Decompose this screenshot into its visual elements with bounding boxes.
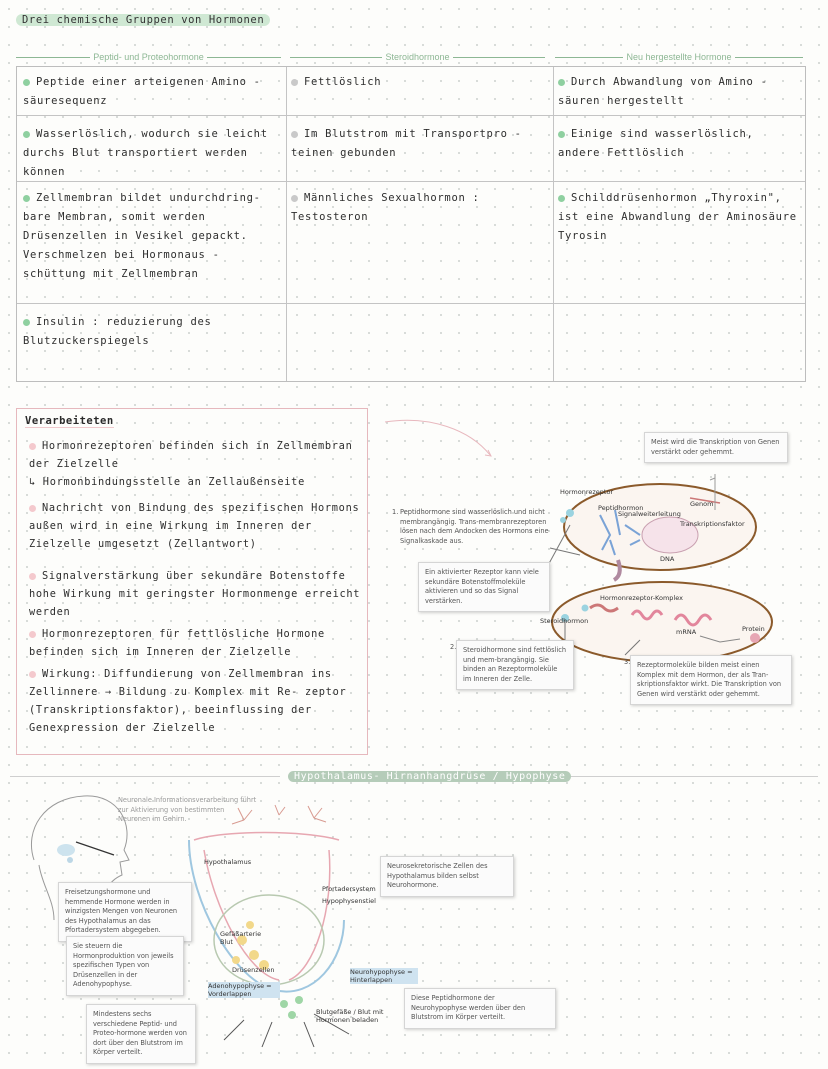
table-cell: Wasserlöslich, wodurch sie leicht durchs Blut transportiert werden können [23, 128, 268, 178]
table-cell: Zellmembran bildet undurchdring- bare Membran, somit werden Drüsenzellen in Vesikel gepackt. Verschmelzen bei Hormonaus - schüttung mit Zellmembran [23, 192, 261, 280]
diagram-label: Hormonrezeptor-Komplex [600, 594, 683, 602]
note-amplification: Ein aktivierter Rezeptor kann viele sekundäre Botenstoffmoleküle aktivieren und so das Signal verstärken. [418, 562, 550, 612]
diagram-label: mRNA [676, 628, 697, 636]
diagram-label: Peptidhormon [598, 504, 644, 512]
table-cell: Peptide einer arteigenen Amino - säuresequenz [23, 76, 261, 107]
note-steroid: Steroidhormone sind fettlöslich und mem-brangängig. Sie binden an Rezeptormoleküle im Inneren der Zelle. [456, 640, 574, 690]
table-cell: Einige sind wasserlöslich, andere Fettlöslich [558, 128, 754, 159]
verarbeiteten-heading: Verarbeiteten [25, 415, 114, 427]
hormone-table [16, 66, 806, 382]
hypo-label: Gefäßarterie Blut [220, 930, 262, 946]
list-item: ↳ Hormonbindungsstelle an Zellaußenseite [29, 476, 305, 488]
list-item: Signalverstärkung über sekundäre Botenstoffe hohe Wirkung mit geringster Hormonmenge erreicht werden [29, 570, 361, 618]
note-mindestens: Mindestens sechs verschiedene Peptid- und Proteo-hormone werden von dort über den Blutstrom im Körper verteilt. [86, 1004, 196, 1064]
table-cell: Im Blutstrom mit Transportpro - teinen gebunden [291, 128, 522, 159]
note-number: 1. [392, 508, 399, 516]
page-title: Drei chemische Gruppen von Hormonen [16, 14, 270, 26]
hypo-label: Hypophysenstiel [322, 897, 376, 905]
note-steuern: Sie steuern die Hormonproduktion von jeweils spezifischen Typen von Drüsenzellen in der Adenohypophyse. [66, 936, 184, 996]
hypo-label: Neurohypophyse = Hinterlappen [350, 968, 418, 984]
divider [548, 776, 818, 777]
column-header-peptid: Peptid- und Proteohormone [16, 52, 281, 62]
table-cell: Durch Abwandlung von Amino - säuren hergestellt [558, 76, 768, 107]
table-cell: Männliches Sexualhormon : Testosteron [291, 192, 480, 223]
diagram-label: Hormonrezeptor [560, 488, 614, 496]
list-item: Hormonrezeptoren befinden sich in Zellmembran der Zielzelle [29, 440, 353, 470]
diagram-label: Steroidhormon [540, 617, 589, 625]
verarbeiteten-box [16, 408, 368, 755]
note-number: 3. [624, 658, 631, 666]
divider [10, 776, 280, 777]
hypo-label: Drüsenzellen [232, 966, 275, 974]
column-header-steroid: Steroidhormone [290, 52, 545, 62]
diagram-label: DNA [660, 555, 675, 563]
diagram-label: Genom [690, 500, 714, 508]
column-header-neu: Neu hergestellte Hormone [555, 52, 803, 62]
table-cell: Schilddrüsenhormon „Thyroxin", ist eine Abwandlung der Aminosäure Tyrosin [558, 192, 797, 242]
diagram-label: Transkriptionsfaktor [680, 520, 745, 528]
note-peptide: Peptidhormone sind wasserlöslich und nicht membrangängig. Trans-membranrezeptoren lösen nach dem Andocken des Hormons eine Signalkaskade aus. [400, 508, 549, 545]
note-releasing: Freisetzungshormone und hemmende Hormone werden in winzigsten Mengen von Neuronen des Hypothalamus an das Pfortadersystem abgegeben. [58, 882, 192, 942]
diagram-label: Protein [742, 625, 765, 633]
note-receptor-complex: Rezeptormoleküle bilden meist einen Komplex mit dem Hormon, der als Tran-skriptionsfaktor wirkt. Die Transkription von Genen wird verstärkt oder gehemmt. [630, 655, 792, 705]
section-heading-hypophyse: Hypothalamus- Hirnanhangdrüse / Hypophyse [288, 771, 571, 782]
list-item: Nachricht von Bindung des spezifischen Hormons außen wird in eine Wirkung im Inneren der Zielzelle umgesetzt (Zellantwort) [29, 502, 360, 550]
note-neurosekretorisch: Neurosekretorische Zellen des Hypothalamus bilden selbst Neurohormone. [380, 856, 514, 897]
table-cell: Fettlöslich [291, 73, 547, 92]
hypo-label: Blutgefäße / Blut mit Hormonen beladen [316, 1008, 384, 1024]
diagram-label: Signalweiterleitung [618, 510, 681, 518]
hypo-label: Adenohypophyse = Vorderlappen [208, 982, 280, 998]
hypo-label: Hypothalamus [204, 858, 252, 866]
note-neuronal: Neuronale Informationsverarbeitung führt zur Aktivierung von bestimmten Neuronen im Gehirn. [118, 796, 257, 823]
table-cell: Insulin : reduzierung des Blutzuckerspiegels [23, 316, 212, 347]
note-number: 2. [450, 643, 457, 651]
list-item: Hormonrezeptoren für fettlösliche Hormone befinden sich im Inneren der Zielzelle [29, 628, 325, 658]
note-peptid-neuro: Diese Peptidhormone der Neurohypophyse werden über den Blutstrom im Körper verteilt. [404, 988, 556, 1029]
list-item: Wirkung: Diffundierung von Zellmembran ins Zellinnere → Bildung zu Komplex mit Re- zeptor (Transkriptionsfaktor), beeinflussing der Genexpression der Zielzelle [29, 668, 347, 734]
note-transcription: Meist wird die Transkription von Genen verstärkt oder gehemmt. [644, 432, 788, 463]
hypo-label: Pfortadersystem [322, 885, 376, 893]
